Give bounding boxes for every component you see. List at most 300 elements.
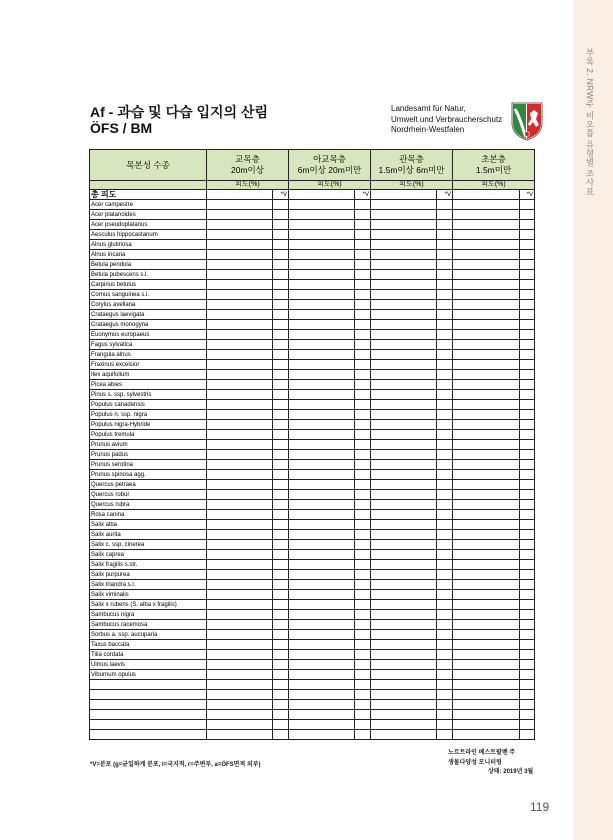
distribution-input[interactable]	[520, 520, 535, 530]
cover-input[interactable]	[289, 660, 355, 670]
distribution-input[interactable]	[355, 710, 371, 720]
distribution-input[interactable]	[355, 390, 371, 400]
distribution-input[interactable]	[355, 500, 371, 510]
cover-input[interactable]	[371, 600, 437, 610]
distribution-input[interactable]	[355, 550, 371, 560]
distribution-input[interactable]	[355, 680, 371, 690]
cover-input[interactable]	[453, 640, 520, 650]
distribution-input[interactable]	[437, 210, 453, 220]
cover-input[interactable]	[207, 600, 273, 610]
cover-input[interactable]	[289, 240, 355, 250]
distribution-input[interactable]	[355, 700, 371, 710]
cover-input[interactable]	[207, 390, 273, 400]
distribution-input[interactable]	[437, 520, 453, 530]
cover-input[interactable]	[371, 420, 437, 430]
cover-input[interactable]	[371, 670, 437, 680]
distribution-input[interactable]	[273, 420, 289, 430]
distribution-input[interactable]	[355, 520, 371, 530]
cover-input[interactable]	[453, 230, 520, 240]
cover-input[interactable]	[453, 590, 520, 600]
distribution-input[interactable]	[437, 280, 453, 290]
distribution-input[interactable]	[520, 370, 535, 380]
cover-input[interactable]	[207, 460, 273, 470]
distribution-input[interactable]	[437, 540, 453, 550]
distribution-input[interactable]	[520, 350, 535, 360]
cover-input[interactable]	[289, 250, 355, 260]
distribution-input[interactable]	[437, 630, 453, 640]
distribution-input[interactable]	[437, 720, 453, 730]
distribution-input[interactable]	[520, 200, 535, 210]
distribution-input[interactable]	[273, 730, 289, 740]
distribution-input[interactable]	[355, 280, 371, 290]
cover-input[interactable]	[207, 320, 273, 330]
cover-input[interactable]	[371, 290, 437, 300]
distribution-input[interactable]	[273, 400, 289, 410]
distribution-input[interactable]	[520, 210, 535, 220]
cover-input[interactable]	[371, 450, 437, 460]
distribution-input[interactable]	[437, 670, 453, 680]
distribution-input[interactable]	[273, 530, 289, 540]
cover-input[interactable]	[371, 510, 437, 520]
distribution-input[interactable]	[273, 680, 289, 690]
distribution-input[interactable]	[273, 550, 289, 560]
distribution-input[interactable]	[437, 440, 453, 450]
distribution-input[interactable]	[520, 650, 535, 660]
cover-input[interactable]	[207, 510, 273, 520]
cover-input[interactable]	[371, 620, 437, 630]
distribution-input[interactable]	[520, 270, 535, 280]
cover-input[interactable]	[289, 300, 355, 310]
distribution-input[interactable]	[273, 320, 289, 330]
distribution-input[interactable]	[437, 370, 453, 380]
distribution-input[interactable]	[520, 630, 535, 640]
cover-input[interactable]	[207, 470, 273, 480]
distribution-input[interactable]	[273, 700, 289, 710]
distribution-input[interactable]	[273, 250, 289, 260]
cover-input[interactable]	[371, 330, 437, 340]
distribution-input[interactable]	[520, 340, 535, 350]
cover-input[interactable]	[207, 520, 273, 530]
distribution-input[interactable]	[520, 720, 535, 730]
cover-input[interactable]	[207, 310, 273, 320]
cover-input[interactable]	[453, 460, 520, 470]
cover-input[interactable]	[207, 360, 273, 370]
cover-input[interactable]	[371, 220, 437, 230]
cover-input[interactable]	[289, 720, 355, 730]
distribution-input[interactable]	[437, 590, 453, 600]
cover-input[interactable]	[453, 610, 520, 620]
distribution-input[interactable]	[520, 390, 535, 400]
distribution-input[interactable]	[355, 260, 371, 270]
cover-input[interactable]	[289, 320, 355, 330]
distribution-input[interactable]	[273, 670, 289, 680]
cover-input[interactable]	[453, 680, 520, 690]
distribution-input[interactable]	[355, 480, 371, 490]
distribution-input[interactable]	[520, 250, 535, 260]
cover-input[interactable]	[289, 490, 355, 500]
distribution-input[interactable]	[437, 450, 453, 460]
distribution-input[interactable]	[437, 680, 453, 690]
cover-input[interactable]	[453, 570, 520, 580]
cover-input[interactable]	[289, 410, 355, 420]
cover-input[interactable]	[289, 610, 355, 620]
cover-input[interactable]	[289, 500, 355, 510]
distribution-input[interactable]	[273, 230, 289, 240]
distribution-input[interactable]	[355, 210, 371, 220]
distribution-input[interactable]	[437, 550, 453, 560]
distribution-input[interactable]	[273, 410, 289, 420]
cover-input[interactable]	[371, 530, 437, 540]
cover-input[interactable]	[207, 700, 273, 710]
cover-input[interactable]	[371, 370, 437, 380]
cover-input[interactable]	[453, 500, 520, 510]
cover-input[interactable]	[453, 720, 520, 730]
distribution-input[interactable]	[355, 650, 371, 660]
distribution-input[interactable]	[437, 500, 453, 510]
cover-input[interactable]	[371, 700, 437, 710]
distribution-input[interactable]	[437, 730, 453, 740]
cover-input[interactable]	[453, 470, 520, 480]
cover-input[interactable]	[207, 350, 273, 360]
distribution-input[interactable]	[437, 690, 453, 700]
distribution-input[interactable]	[520, 330, 535, 340]
distribution-input[interactable]	[520, 410, 535, 420]
distribution-input[interactable]	[520, 640, 535, 650]
cover-input[interactable]	[207, 230, 273, 240]
distribution-input[interactable]	[355, 320, 371, 330]
distribution-input[interactable]	[273, 210, 289, 220]
cover-input[interactable]	[207, 370, 273, 380]
distribution-input[interactable]	[355, 310, 371, 320]
cover-input[interactable]	[453, 350, 520, 360]
distribution-input[interactable]	[355, 370, 371, 380]
cover-input[interactable]	[453, 620, 520, 630]
distribution-input[interactable]	[520, 490, 535, 500]
distribution-input[interactable]	[273, 470, 289, 480]
cover-input[interactable]	[453, 660, 520, 670]
cover-input[interactable]	[371, 680, 437, 690]
distribution-input[interactable]	[520, 240, 535, 250]
distribution-input[interactable]	[355, 620, 371, 630]
cover-input[interactable]	[371, 320, 437, 330]
cover-input[interactable]	[289, 690, 355, 700]
distribution-input[interactable]	[355, 490, 371, 500]
distribution-input[interactable]	[520, 510, 535, 520]
cover-input[interactable]	[371, 210, 437, 220]
distribution-input[interactable]	[437, 430, 453, 440]
distribution-input[interactable]	[437, 200, 453, 210]
distribution-input[interactable]	[355, 600, 371, 610]
distribution-input[interactable]	[520, 300, 535, 310]
distribution-input[interactable]	[273, 570, 289, 580]
cover-input[interactable]	[207, 540, 273, 550]
distribution-input[interactable]	[355, 530, 371, 540]
distribution-input[interactable]	[520, 610, 535, 620]
distribution-input[interactable]	[355, 300, 371, 310]
cover-input[interactable]	[453, 270, 520, 280]
cover-input[interactable]	[207, 610, 273, 620]
cover-input[interactable]	[453, 700, 520, 710]
cover-input[interactable]	[289, 420, 355, 430]
cover-input[interactable]	[207, 330, 273, 340]
cover-input[interactable]	[371, 500, 437, 510]
distribution-input[interactable]	[355, 440, 371, 450]
distribution-input[interactable]	[520, 280, 535, 290]
cover-input[interactable]	[453, 490, 520, 500]
distribution-input[interactable]	[520, 480, 535, 490]
distribution-input[interactable]	[273, 650, 289, 660]
cover-input[interactable]	[371, 300, 437, 310]
cover-input[interactable]	[207, 420, 273, 430]
distribution-input[interactable]	[520, 420, 535, 430]
cover-input[interactable]	[289, 310, 355, 320]
cover-input[interactable]	[289, 560, 355, 570]
distribution-input[interactable]	[520, 380, 535, 390]
distribution-input[interactable]	[437, 480, 453, 490]
distribution-input[interactable]	[520, 600, 535, 610]
cover-input[interactable]	[453, 670, 520, 680]
cover-input[interactable]	[289, 460, 355, 470]
distribution-input[interactable]	[437, 490, 453, 500]
distribution-input[interactable]	[520, 320, 535, 330]
cover-input[interactable]	[453, 630, 520, 640]
cover-input[interactable]	[207, 490, 273, 500]
distribution-input[interactable]	[355, 510, 371, 520]
cover-input[interactable]	[207, 550, 273, 560]
distribution-input[interactable]	[437, 240, 453, 250]
cover-input[interactable]	[371, 540, 437, 550]
cover-input[interactable]	[453, 520, 520, 530]
cover-input[interactable]	[371, 250, 437, 260]
cover-input[interactable]	[207, 580, 273, 590]
cover-input[interactable]	[453, 600, 520, 610]
distribution-input[interactable]	[273, 260, 289, 270]
distribution-input[interactable]	[273, 380, 289, 390]
cover-input[interactable]	[371, 460, 437, 470]
distribution-input[interactable]	[273, 510, 289, 520]
cover-input[interactable]	[289, 200, 355, 210]
distribution-input[interactable]	[355, 540, 371, 550]
cover-input[interactable]	[289, 360, 355, 370]
distribution-input[interactable]	[437, 710, 453, 720]
cover-input[interactable]	[207, 340, 273, 350]
distribution-input[interactable]	[273, 660, 289, 670]
cover-input[interactable]	[371, 710, 437, 720]
distribution-input[interactable]	[520, 540, 535, 550]
distribution-input[interactable]	[520, 310, 535, 320]
cover-input[interactable]	[289, 520, 355, 530]
distribution-input[interactable]	[437, 640, 453, 650]
cover-input[interactable]	[371, 720, 437, 730]
cover-input[interactable]	[453, 580, 520, 590]
distribution-input[interactable]	[437, 230, 453, 240]
cover-input[interactable]	[207, 260, 273, 270]
cover-input[interactable]	[371, 340, 437, 350]
cover-input[interactable]	[207, 690, 273, 700]
cover-input[interactable]	[207, 450, 273, 460]
cover-input[interactable]	[289, 340, 355, 350]
cover-input[interactable]	[289, 190, 355, 200]
cover-input[interactable]	[289, 470, 355, 480]
cover-input[interactable]	[289, 590, 355, 600]
distribution-input[interactable]	[520, 290, 535, 300]
cover-input[interactable]	[453, 380, 520, 390]
distribution-input[interactable]	[437, 310, 453, 320]
distribution-input[interactable]	[355, 380, 371, 390]
distribution-input[interactable]	[520, 220, 535, 230]
distribution-input[interactable]	[437, 250, 453, 260]
distribution-input[interactable]	[273, 490, 289, 500]
cover-input[interactable]	[371, 310, 437, 320]
cover-input[interactable]	[207, 560, 273, 570]
cover-input[interactable]	[453, 730, 520, 740]
cover-input[interactable]	[289, 680, 355, 690]
distribution-input[interactable]	[355, 470, 371, 480]
cover-input[interactable]	[371, 200, 437, 210]
distribution-input[interactable]	[355, 420, 371, 430]
distribution-input[interactable]	[520, 690, 535, 700]
cover-input[interactable]	[371, 380, 437, 390]
cover-input[interactable]	[453, 420, 520, 430]
cover-input[interactable]	[453, 200, 520, 210]
cover-input[interactable]	[453, 260, 520, 270]
distribution-input[interactable]	[273, 500, 289, 510]
distribution-input[interactable]	[273, 240, 289, 250]
cover-input[interactable]	[453, 210, 520, 220]
distribution-input[interactable]	[437, 650, 453, 660]
distribution-input[interactable]	[437, 270, 453, 280]
distribution-input[interactable]	[520, 260, 535, 270]
cover-input[interactable]	[371, 440, 437, 450]
distribution-input[interactable]	[437, 660, 453, 670]
cover-input[interactable]	[207, 200, 273, 210]
distribution-input[interactable]	[520, 590, 535, 600]
distribution-input[interactable]	[273, 630, 289, 640]
cover-input[interactable]	[371, 430, 437, 440]
cover-input[interactable]	[289, 290, 355, 300]
cover-input[interactable]	[371, 190, 437, 200]
cover-input[interactable]	[371, 400, 437, 410]
cover-input[interactable]	[453, 240, 520, 250]
cover-input[interactable]	[207, 380, 273, 390]
cover-input[interactable]	[207, 270, 273, 280]
cover-input[interactable]	[207, 660, 273, 670]
distribution-input[interactable]	[273, 560, 289, 570]
cover-input[interactable]	[207, 280, 273, 290]
distribution-input[interactable]	[273, 580, 289, 590]
distribution-input[interactable]	[520, 500, 535, 510]
distribution-input[interactable]	[355, 670, 371, 680]
distribution-input[interactable]	[437, 260, 453, 270]
cover-input[interactable]	[289, 540, 355, 550]
distribution-input[interactable]	[273, 540, 289, 550]
distribution-input[interactable]	[355, 410, 371, 420]
cover-input[interactable]	[207, 250, 273, 260]
distribution-input[interactable]	[520, 570, 535, 580]
cover-input[interactable]	[371, 480, 437, 490]
cover-input[interactable]	[453, 320, 520, 330]
cover-input[interactable]	[289, 330, 355, 340]
cover-input[interactable]	[371, 240, 437, 250]
cover-input[interactable]	[453, 290, 520, 300]
cover-input[interactable]	[453, 250, 520, 260]
cover-input[interactable]	[289, 220, 355, 230]
cover-input[interactable]	[207, 670, 273, 680]
distribution-input[interactable]	[273, 620, 289, 630]
distribution-input[interactable]	[273, 360, 289, 370]
distribution-input[interactable]	[437, 330, 453, 340]
cover-input[interactable]	[207, 220, 273, 230]
cover-input[interactable]	[371, 280, 437, 290]
distribution-input[interactable]	[355, 580, 371, 590]
cover-input[interactable]	[371, 610, 437, 620]
cover-input[interactable]	[289, 510, 355, 520]
cover-input[interactable]	[289, 700, 355, 710]
distribution-input[interactable]	[273, 480, 289, 490]
cover-input[interactable]	[453, 540, 520, 550]
distribution-input[interactable]	[273, 350, 289, 360]
cover-input[interactable]	[207, 400, 273, 410]
distribution-input[interactable]	[355, 290, 371, 300]
distribution-input[interactable]	[273, 300, 289, 310]
distribution-input[interactable]	[273, 290, 289, 300]
cover-input[interactable]	[453, 410, 520, 420]
distribution-input[interactable]	[437, 340, 453, 350]
cover-input[interactable]	[207, 650, 273, 660]
distribution-input[interactable]	[437, 390, 453, 400]
distribution-input[interactable]	[520, 550, 535, 560]
cover-input[interactable]	[371, 470, 437, 480]
distribution-input[interactable]	[437, 400, 453, 410]
distribution-input[interactable]	[355, 610, 371, 620]
cover-input[interactable]	[207, 500, 273, 510]
cover-input[interactable]	[453, 340, 520, 350]
cover-input[interactable]	[289, 210, 355, 220]
distribution-input[interactable]	[520, 580, 535, 590]
distribution-input[interactable]	[273, 720, 289, 730]
cover-input[interactable]	[371, 660, 437, 670]
distribution-input[interactable]	[273, 610, 289, 620]
cover-input[interactable]	[453, 710, 520, 720]
distribution-input[interactable]	[273, 710, 289, 720]
distribution-input[interactable]	[437, 610, 453, 620]
distribution-input[interactable]	[520, 730, 535, 740]
cover-input[interactable]	[207, 210, 273, 220]
distribution-input[interactable]	[355, 360, 371, 370]
cover-input[interactable]	[289, 280, 355, 290]
distribution-input[interactable]	[437, 320, 453, 330]
distribution-input[interactable]	[520, 530, 535, 540]
cover-input[interactable]	[289, 400, 355, 410]
distribution-input[interactable]	[520, 460, 535, 470]
distribution-input[interactable]	[355, 240, 371, 250]
distribution-input[interactable]	[520, 450, 535, 460]
cover-input[interactable]	[289, 530, 355, 540]
distribution-input[interactable]	[273, 460, 289, 470]
distribution-input[interactable]	[355, 450, 371, 460]
distribution-input[interactable]	[355, 350, 371, 360]
cover-input[interactable]	[207, 290, 273, 300]
cover-input[interactable]	[207, 640, 273, 650]
cover-input[interactable]	[289, 390, 355, 400]
distribution-input[interactable]	[437, 460, 453, 470]
cover-input[interactable]	[371, 520, 437, 530]
distribution-input[interactable]	[437, 570, 453, 580]
cover-input[interactable]	[453, 360, 520, 370]
distribution-input[interactable]	[273, 310, 289, 320]
distribution-input[interactable]	[437, 510, 453, 520]
cover-input[interactable]	[371, 560, 437, 570]
